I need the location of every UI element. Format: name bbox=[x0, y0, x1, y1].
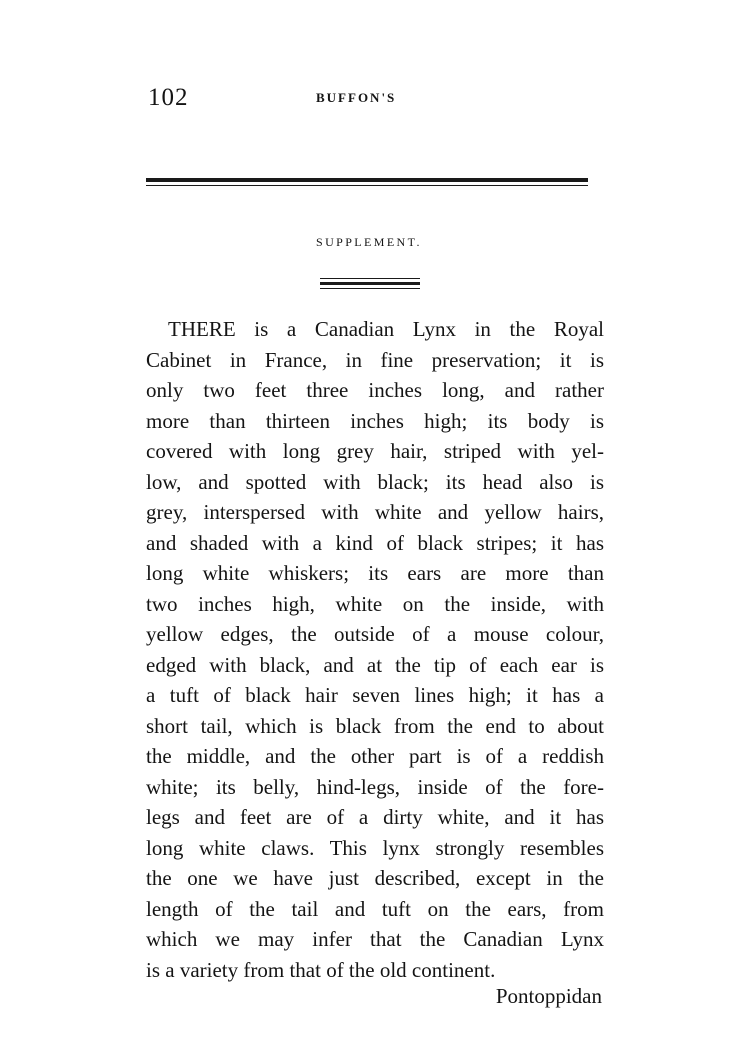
header-rule-thin bbox=[146, 185, 588, 186]
section-rule-upper bbox=[320, 278, 420, 279]
catchword: Pontoppidan bbox=[495, 984, 602, 1008]
text-line: two inches high, white on the inside, with bbox=[146, 591, 604, 616]
header-rule-thick bbox=[146, 178, 588, 182]
page-number: 102 bbox=[148, 84, 189, 111]
text-line: white; its belly, hind-legs, inside of the fore- bbox=[146, 774, 604, 799]
text-line: more than thirteen inches high; its body is bbox=[146, 408, 604, 433]
section-rule-middle bbox=[320, 282, 420, 285]
text-line: Cabinet in France, in fine preservation; it is bbox=[146, 347, 604, 372]
body-paragraph bbox=[146, 314, 604, 985]
text-line: long white whiskers; its ears are more than bbox=[146, 561, 604, 585]
text-line: low, and spotted with black; its head also is bbox=[146, 469, 604, 494]
text-line: THERE is a Canadian Lynx in the Royal bbox=[168, 317, 604, 341]
text-line: grey, interspersed with white and yellow hairs, bbox=[146, 500, 604, 524]
text-line: legs and feet are of a dirty white, and it has bbox=[146, 805, 604, 829]
text-line: the middle, and the other part is of a reddish bbox=[146, 744, 604, 768]
running-title: BUFFON'S bbox=[316, 90, 397, 105]
text-line: only two feet three inches long, and rather bbox=[146, 378, 604, 402]
text-line: length of the tail and tuft on the ears, from bbox=[146, 896, 604, 921]
text-line: covered with long grey hair, striped with yel- bbox=[146, 439, 604, 463]
section-title: SUPPLEMENT. bbox=[316, 235, 422, 249]
text-line: is a variety from that of the old continent. bbox=[146, 957, 496, 982]
text-line: yellow edges, the outside of a mouse colour, bbox=[146, 622, 604, 646]
text-line: edged with black, and at the tip of each ear is bbox=[146, 652, 604, 677]
text-line: a tuft of black hair seven lines high; it has a bbox=[146, 683, 604, 707]
text-line: and shaded with a kind of black stripes; it has bbox=[146, 530, 604, 555]
text-line: the one we have just described, except in the bbox=[146, 866, 604, 890]
section-rule-lower bbox=[320, 288, 420, 289]
text-line: which we may infer that the Canadian Lynx bbox=[146, 927, 604, 951]
text-line: short tail, which is black from the end to about bbox=[146, 713, 604, 738]
text-line: long white claws. This lynx strongly resembles bbox=[146, 835, 604, 860]
